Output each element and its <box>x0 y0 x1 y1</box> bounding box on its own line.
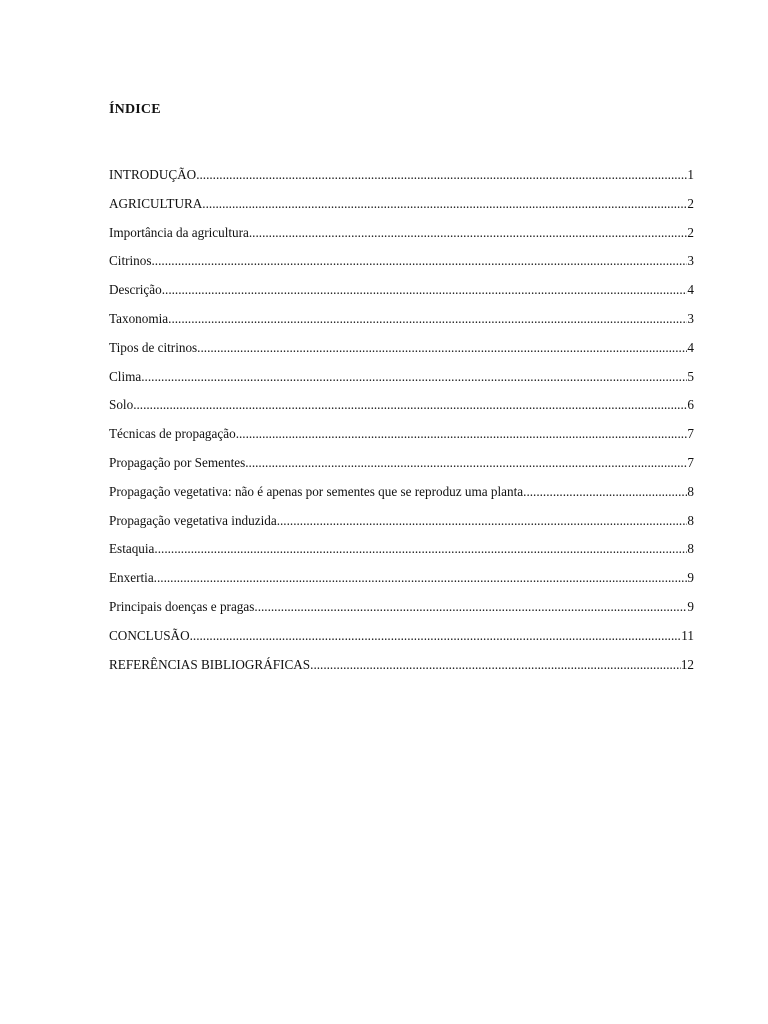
toc-entry <box>109 597 694 626</box>
toc-page-number: 4 <box>687 339 694 355</box>
toc-entry-label: CONCLUSÃO <box>109 627 190 643</box>
toc-entry-label: Citrinos <box>109 253 152 269</box>
toc-dot-leader <box>277 511 688 531</box>
toc-entry <box>109 338 694 367</box>
toc-dot-leader <box>162 280 688 300</box>
toc-dot-leader <box>523 482 687 502</box>
toc-dot-leader <box>141 367 687 387</box>
toc-entry <box>109 309 694 338</box>
toc-entry-label: Técnicas de propagação <box>109 426 236 442</box>
toc-page-number: 1 <box>687 167 694 182</box>
toc-page-number: 2 <box>687 195 694 211</box>
toc-entry <box>109 251 694 280</box>
toc-dot-leader <box>154 568 688 588</box>
toc-page-number: 11 <box>681 627 694 643</box>
table-of-contents <box>109 165 694 683</box>
toc-dot-leader <box>254 597 687 617</box>
toc-entry-label: Solo <box>109 397 134 413</box>
toc-page-number: 5 <box>687 368 694 384</box>
toc-entry-label: AGRICULTURA <box>109 195 203 211</box>
toc-dot-leader <box>133 395 687 415</box>
toc-entry <box>109 511 694 540</box>
toc-dot-leader <box>196 165 687 185</box>
toc-entry <box>109 194 694 223</box>
toc-entry-label: Descrição <box>109 282 162 298</box>
toc-entry <box>109 395 694 424</box>
toc-entry <box>109 568 694 597</box>
toc-entry-label: Propagação vegetativa: não é apenas por sementes que se reproduz uma planta <box>109 483 524 499</box>
toc-page-number: 7 <box>687 426 694 442</box>
toc-dot-leader <box>310 655 681 675</box>
toc-page-number: 12 <box>680 656 694 672</box>
toc-entry <box>109 165 694 194</box>
toc-dot-leader <box>245 453 687 473</box>
toc-entry-label: Estaquia <box>109 541 155 557</box>
toc-entry-label: Importância da agricultura <box>109 224 249 240</box>
page-title: ÍNDICE <box>109 102 161 117</box>
toc-page-number: 9 <box>687 598 694 614</box>
toc-page-number: 2 <box>687 224 694 240</box>
toc-page-number: 6 <box>687 397 694 413</box>
toc-page-number: 7 <box>687 454 694 470</box>
toc-entry-label: Propagação por Sementes <box>109 454 246 470</box>
toc-page-number: 4 <box>687 282 694 298</box>
toc-entry <box>109 453 694 482</box>
toc-entry-label: Tipos de citrinos <box>109 339 198 355</box>
toc-dot-leader <box>197 338 687 358</box>
toc-entry-label: Principais doenças e pragas <box>109 598 255 614</box>
toc-dot-leader <box>154 539 687 559</box>
toc-page-number: 8 <box>687 541 694 557</box>
toc-entry <box>109 280 694 309</box>
toc-entry-label: Propagação vegetativa induzida <box>109 512 277 528</box>
toc-page-number: 8 <box>687 512 694 528</box>
toc-dot-leader <box>202 194 687 214</box>
toc-entry <box>109 655 694 684</box>
toc-dot-leader <box>152 251 688 271</box>
toc-entry-label: INTRODUÇÃO <box>109 167 197 182</box>
toc-dot-leader <box>168 309 687 329</box>
toc-page-number: 3 <box>687 310 694 326</box>
toc-entry-label: REFERÊNCIAS BIBLIOGRÁFICAS <box>109 656 311 672</box>
toc-entry <box>109 539 694 568</box>
toc-entry-label: Enxertia <box>109 570 154 586</box>
toc-entry-label: Clima <box>109 368 142 384</box>
toc-entry <box>109 482 694 511</box>
toc-entry-label: Taxonomia <box>109 310 169 326</box>
toc-dot-leader <box>190 626 682 646</box>
toc-dot-leader <box>249 223 688 243</box>
toc-entry <box>109 424 694 453</box>
toc-entry <box>109 367 694 396</box>
toc-dot-leader <box>236 424 688 444</box>
toc-page-number: 8 <box>687 483 694 499</box>
toc-page-number: 3 <box>687 253 694 269</box>
toc-page-number: 9 <box>687 570 694 586</box>
toc-entry <box>109 223 694 252</box>
toc-entry <box>109 626 694 655</box>
